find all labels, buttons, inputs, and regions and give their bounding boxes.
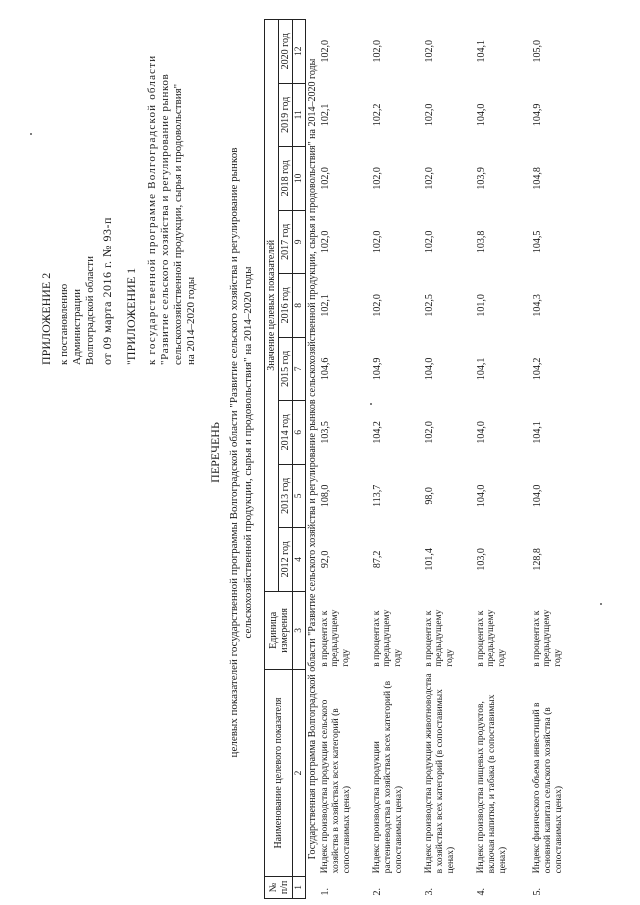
- row-value-2017: 104,5: [532, 230, 543, 254]
- row-value-2019: 102,0: [424, 103, 435, 127]
- row-value-2015: 104,2: [532, 357, 543, 381]
- header-unit: Единица измерения: [265, 591, 293, 670]
- appendix-2-line3: Волгоградской области: [84, 256, 96, 365]
- row-value-2019: 104,9: [532, 103, 543, 127]
- row-value-2020: 102,0: [424, 40, 435, 63]
- row-indicator-name: Индекс производства продукции животноводства в хозяйствах всех категорий (в сопоставимых ценах): [424, 673, 456, 874]
- row-value-2014: 102,0: [424, 421, 435, 444]
- scan-speck: [600, 603, 602, 605]
- appendix-1-line1: к государственной программе Волгоградской области: [146, 54, 158, 365]
- appendix-2-line1: к постановлению: [58, 283, 70, 365]
- row-indicator-name: Индекс производства продукции сельского хозяйства в хозяйствах всех категорий (в сопоставимых ценах): [320, 699, 352, 874]
- row-value-2012: 87,2: [372, 550, 383, 569]
- appendix-1-line4: на 2014–2020 годы: [185, 276, 197, 365]
- appendix-1-title: "ПРИЛОЖЕНИЕ 1: [124, 267, 138, 365]
- indicators-table: [264, 19, 583, 899]
- row-value-2020: 102,0: [320, 40, 331, 63]
- row-number: 1.: [320, 888, 331, 896]
- header-year: 2013 год: [279, 464, 293, 528]
- row-value-2012: 103,0: [476, 548, 487, 571]
- table-row: [423, 20, 475, 899]
- row-value-2016: 102,5: [424, 294, 435, 317]
- row-value-2015: 104,9: [372, 357, 383, 381]
- header-year: 2014 год: [279, 401, 293, 465]
- row-value-2012: 101,4: [424, 548, 435, 571]
- row-number: 3.: [424, 888, 435, 896]
- row-value-2016: 102,1: [320, 294, 331, 317]
- row-unit: в процентах к предыдущему году: [320, 609, 351, 667]
- row-value-2020: 102,0: [372, 40, 383, 63]
- column-number: 5: [293, 464, 306, 528]
- row-value-2017: 103,8: [476, 230, 487, 254]
- row-value-2012: 92,0: [320, 550, 331, 569]
- row-value-2017: 102,0: [372, 230, 383, 254]
- row-value-2016: 104,3: [532, 294, 543, 317]
- table-row: [475, 20, 531, 899]
- header-year: 2018 год: [279, 147, 293, 211]
- row-value-2013: 104,0: [532, 484, 543, 508]
- appendix-1-line3: сельскохозяйственной продукции, сырья и продовольствия": [172, 83, 184, 365]
- row-value-2019: 102,1: [320, 103, 331, 127]
- column-number: 12: [293, 20, 306, 84]
- header-name: Наименование целевого показателя: [265, 670, 293, 877]
- row-value-2018: 102,0: [372, 167, 383, 190]
- row-number: 2.: [372, 888, 383, 896]
- header-year: 2019 год: [279, 83, 293, 147]
- row-value-2018: 104,8: [532, 167, 543, 190]
- row-indicator-name: Индекс физического объема инвестиций в основной капитал сельского хозяйства (в сопоставимых ценах): [532, 702, 564, 874]
- column-number-row: [293, 20, 306, 899]
- header-values-group: Значение целевых показателей: [265, 20, 279, 592]
- row-value-2020: 105,0: [532, 40, 543, 63]
- row-value-2013: 104,0: [476, 484, 487, 508]
- table-row: [371, 20, 423, 899]
- row-value-2020: 104,1: [476, 40, 487, 63]
- row-value-2018: 103,9: [476, 167, 487, 190]
- table-row: [319, 20, 371, 899]
- row-value-2015: 104,1: [476, 357, 487, 381]
- document-heading: ПЕРЕЧЕНЬ: [208, 422, 222, 483]
- document-title: [208, 0, 255, 905]
- row-value-2019: 104,0: [476, 103, 487, 127]
- scan-speck: [370, 403, 372, 405]
- row-number: 4.: [476, 888, 487, 896]
- row-value-2014: 103,5: [320, 421, 331, 444]
- row-value-2017: 102,0: [320, 230, 331, 254]
- program-row: [306, 20, 320, 899]
- column-number: 6: [293, 401, 306, 465]
- column-number: 1: [293, 876, 306, 898]
- row-indicator-name: Индекс производства продукции растениеводства в хозяйствах всех категорий (в сопоставимых ценах): [372, 680, 404, 874]
- header-year: 2016 год: [279, 274, 293, 338]
- row-number: 5.: [532, 888, 543, 896]
- header-year: 2015 год: [279, 337, 293, 401]
- row-value-2012: 128,8: [532, 548, 543, 571]
- document-title-line1: целевых показателей государственной программы Волгоградской области "Развитие сельского хозяйства и регулирование рынков: [228, 147, 241, 758]
- row-value-2013: 108,0: [320, 484, 331, 508]
- column-number: 9: [293, 210, 306, 274]
- row-value-2015: 104,0: [424, 357, 435, 381]
- header-year: 2020 год: [279, 20, 293, 84]
- row-value-2015: 104,6: [320, 357, 331, 381]
- column-number: 3: [293, 591, 306, 670]
- row-unit: в процентах к предыдущему году: [424, 609, 455, 667]
- row-value-2017: 102,0: [424, 230, 435, 254]
- row-value-2018: 102,0: [320, 167, 331, 190]
- row-value-2013: 98,0: [424, 487, 435, 505]
- header-year: 2012 год: [279, 528, 293, 592]
- row-value-2014: 104,2: [372, 421, 383, 444]
- appendix-2-date: от 09 марта 2016 г. № 93-п: [100, 217, 114, 365]
- row-value-2013: 113,7: [372, 484, 383, 507]
- appendix-2-line2: Администрации: [71, 288, 83, 365]
- header-year: 2017 год: [279, 210, 293, 274]
- header-row-1: [265, 20, 279, 899]
- column-number: 11: [293, 83, 306, 147]
- row-value-2014: 104,0: [476, 421, 487, 444]
- row-unit: в процентах к предыдущему году: [532, 609, 563, 667]
- column-number: 2: [293, 670, 306, 877]
- scan-speck: [30, 133, 32, 135]
- row-unit: в процентах к предыдущему году: [372, 609, 403, 667]
- row-indicator-name: Индекс производства пищевых продуктов, включая напитки, и табака (в сопоставимых ценах): [476, 694, 508, 874]
- appendix-2-title: ПРИЛОЖЕНИЕ 2: [39, 272, 53, 365]
- appendix-1-line2: "Развитие сельского хозяйства и регулирование рынков: [159, 73, 171, 365]
- document-title-line2: сельскохозяйственной продукции, сырья и продовольствия" на 2014–2020 годы: [241, 266, 254, 639]
- column-number: 10: [293, 147, 306, 211]
- row-value-2016: 102,0: [372, 294, 383, 317]
- table-row: [531, 20, 583, 899]
- column-number: 8: [293, 274, 306, 338]
- program-row-text: Государственная программа Волгоградской области "Развитие сельского хозяйства и регулирование рынков сельскохозяйственной продукции, сырья и продовольствия" на 2014–2020 годы: [307, 58, 318, 860]
- row-value-2019: 102,2: [372, 103, 383, 127]
- column-number: 4: [293, 528, 306, 592]
- row-unit: в процентах к предыдущему году: [476, 609, 507, 667]
- row-value-2018: 102,0: [424, 167, 435, 190]
- row-value-2014: 104,1: [532, 421, 543, 444]
- row-value-2016: 101,0: [476, 294, 487, 317]
- column-number: 7: [293, 337, 306, 401]
- header-num: № п/п: [265, 876, 293, 898]
